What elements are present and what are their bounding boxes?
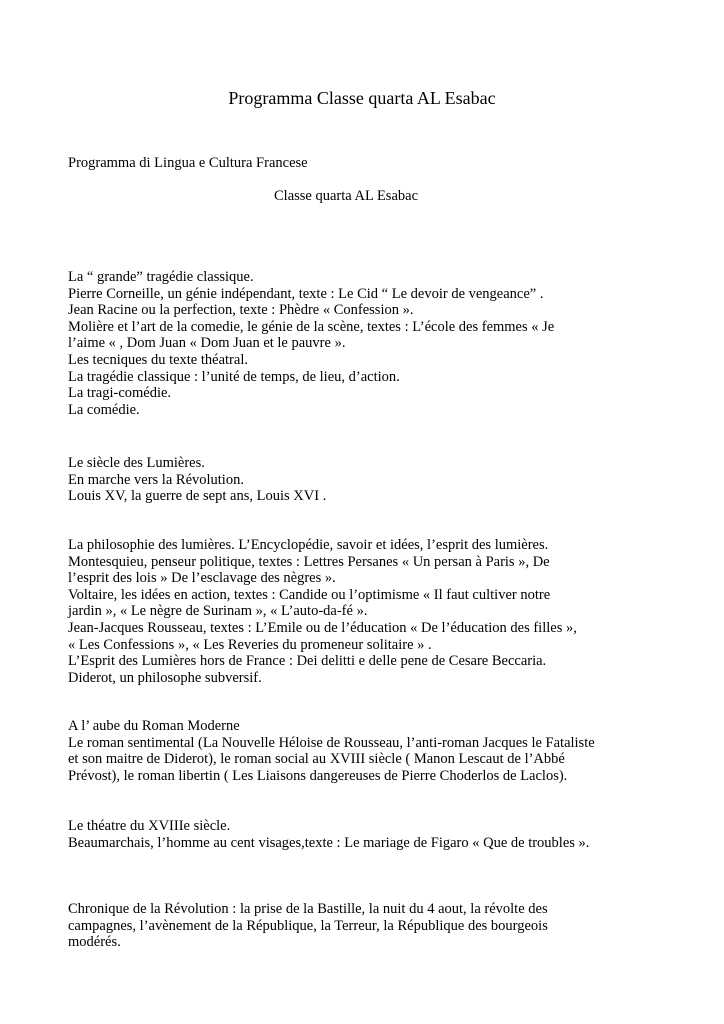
- section-enlightenment-history: [68, 455, 668, 505]
- text-line: l’esprit des lois » De l’esclavage des nègres ».: [68, 570, 336, 587]
- text-line: La “ grande” tragédie classique.: [68, 269, 254, 285]
- class-heading: Classe quarta AL Esabac: [274, 188, 419, 204]
- text-line: Diderot, un philosophe subversif.: [68, 669, 262, 686]
- text-line: La tragédie classique : l’unité de temps, de lieu, d’action.: [68, 368, 400, 385]
- text-line: modérés.: [68, 934, 121, 951]
- text-line: l’aime « , Dom Juan « Dom Juan et le pauvre ».: [68, 335, 346, 352]
- text-line: L’Esprit des Lumières hors de France : Dei delitti e delle pene de Cesare Beccaria.: [68, 653, 547, 670]
- text-line: En marche vers la Révolution.: [68, 471, 244, 488]
- text-line: A l’ aube du Roman Moderne: [68, 718, 240, 734]
- text-line: campagnes, l’avènement de la République, la Terreur, la République des bourgeois: [68, 917, 548, 934]
- text-line: La comédie.: [68, 401, 140, 418]
- text-line: Les tecniques du texte théatral.: [68, 351, 248, 368]
- text-line: Chronique de la Révolution : la prise de la Bastille, la nuit du 4 aout, la révolte des: [68, 901, 548, 917]
- subject-heading: Programma di Lingua e Cultura Francese: [68, 155, 308, 171]
- section-18th-century-theatre: [68, 818, 668, 851]
- text-line: La tragi-comédie.: [68, 385, 172, 402]
- section-modern-novel: [68, 718, 668, 784]
- document-title: Programma Classe quarta AL Esabac: [228, 88, 496, 108]
- text-line: Louis XV, la guerre de sept ans, Louis XVI .: [68, 488, 327, 505]
- text-line: Jean-Jacques Rousseau, textes : L’Emile ou de l’éducation « De l’éducation des filles »,: [68, 619, 577, 636]
- section-classical-theatre: [68, 269, 668, 418]
- text-line: Le théatre du XVIIIe siècle.: [68, 818, 231, 834]
- text-line: Jean Racine ou la perfection, texte : Phèdre « Confession ».: [68, 302, 414, 319]
- text-line: Voltaire, les idées en action, textes : Candide ou l’optimisme « Il faut cultiver notre: [68, 586, 551, 603]
- text-line: « Les Confessions », « Les Reveries du promeneur solitaire » .: [68, 636, 432, 653]
- text-line: Le siècle des Lumières.: [68, 455, 205, 471]
- text-line: Molière et l’art de la comedie, le génie de la scène, textes : L’école des femmes « Je: [68, 318, 555, 335]
- text-line: La philosophie des lumières. L’Encyclopédie, savoir et idées, l’esprit des lumières.: [68, 537, 549, 553]
- text-line: et son maitre de Diderot), le roman social au XVIII siècle ( Manon Lescaut de l’Abbé: [68, 751, 565, 768]
- text-line: Prévost), le roman libertin ( Les Liaisons dangereuses de Pierre Choderlos de Laclos).: [68, 767, 568, 784]
- text-line: Pierre Corneille, un génie indépendant, texte : Le Cid “ Le devoir de vengeance” .: [68, 285, 544, 302]
- text-line: Le roman sentimental (La Nouvelle Héloise de Rousseau, l’anti-roman Jacques le Fataliste: [68, 734, 595, 751]
- text-line: Montesquieu, penseur politique, textes : Lettres Persanes « Un persan à Paris », De: [68, 553, 550, 570]
- section-revolution-chronicle: [68, 901, 668, 951]
- text-line: jardin », « Le nègre de Surinam », « L’auto-da-fé ».: [68, 603, 368, 620]
- text-line: Beaumarchais, l’homme au cent visages,texte : Le mariage de Figaro « Que de troubles ».: [68, 834, 590, 851]
- section-enlightenment-philosophy: [68, 537, 668, 686]
